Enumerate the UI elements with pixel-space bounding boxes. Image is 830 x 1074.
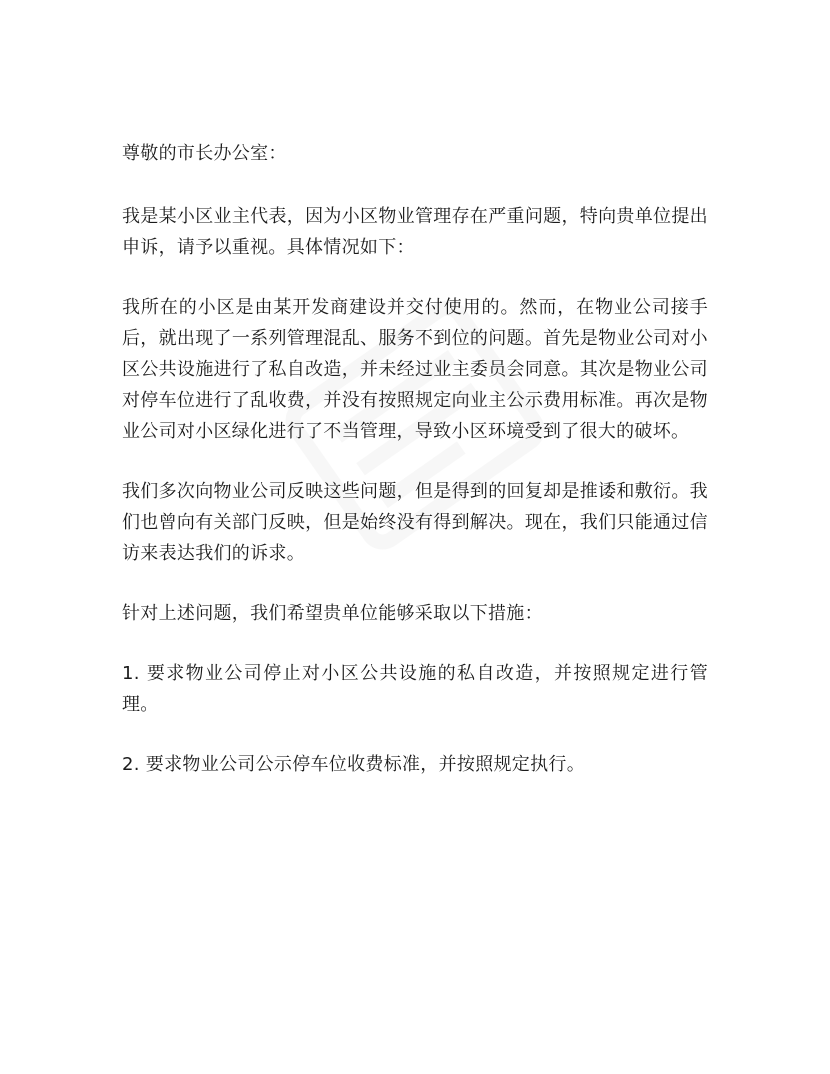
paragraph-intro: 我是某小区业主代表，因为小区物业管理存在严重问题，特向贵单位提出申诉，请予以重视。具体情况如下： [122, 206, 708, 258]
letter-body [122, 138, 708, 809]
request-item-1: 1. 要求物业公司停止对小区公共设施的私自改造，并按照规定进行管理。 [122, 663, 708, 715]
paragraph-details: 我所在的小区是由某开发商建设并交付使用的。然而，在物业公司接手后，就出现了一系列管理混乱、服务不到位的问题。首先是物业公司对小区公共设施进行了私自改造，并未经过业主委员会同意。其次是物业公司对停车位进行了乱收费，并没有按照规定向业主公示费用标准。再次是物业公司对小区绿化进行了不当管理，导致小区环境受到了很大的破坏。 [122, 297, 708, 442]
salutation: 尊敬的市长办公室： [122, 143, 287, 164]
paragraph-complaints: 我们多次向物业公司反映这些问题，但是得到的回复却是推诿和敷衍。我们也曾向有关部门反映，但是始终没有得到解决。现在，我们只能通过信访来表达我们的诉求。 [122, 481, 708, 564]
paragraph-requests-intro: 针对上述问题，我们希望贵单位能够采取以下措施： [122, 603, 543, 624]
request-item-2: 2. 要求物业公司公示停车位收费标准，并按照规定执行。 [122, 754, 585, 775]
